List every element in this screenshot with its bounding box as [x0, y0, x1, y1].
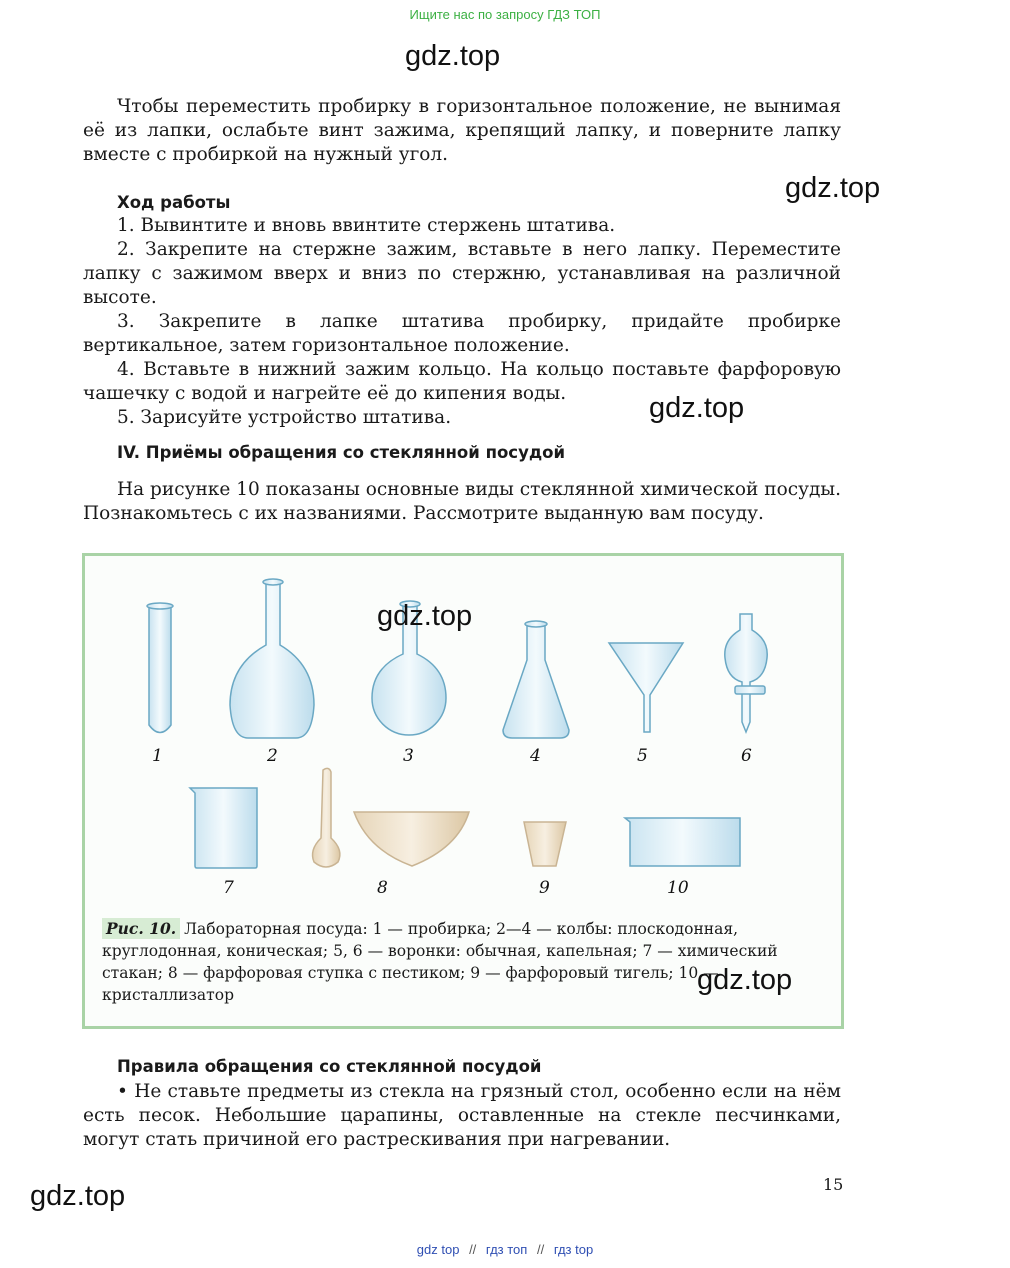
- rules-paragraph: • Не ставьте предметы из стекла на грязный стол, особенно если на нём есть песок. Небольшие царапины, оставленные на стекле песчинками, могут стать причиной его растрескивания при нагревании.: [83, 1081, 842, 1150]
- flat-bottom-flask: [230, 582, 314, 738]
- step-4: 4. Вставьте в нижний зажим кольцо. На кольцо поставьте фарфоровую чашечку с водой и нагрейте её до кипения воды.: [83, 359, 841, 404]
- section-heading: IV. Приёмы обращения со стеклянной посудой: [117, 443, 566, 462]
- top-banner[interactable]: Ищите нас по запросу ГДЗ ТОП: [409, 7, 601, 22]
- test-tube: [149, 606, 171, 733]
- bullet: •: [117, 1081, 128, 1102]
- watermark: gdz.top: [697, 964, 793, 996]
- footer-link[interactable]: гдз top: [553, 1242, 594, 1257]
- crystallizer: [625, 818, 740, 866]
- pestle: [313, 768, 340, 867]
- figure-label-4: 4: [530, 746, 541, 766]
- watermark: gdz.top: [30, 1180, 126, 1212]
- rules-heading: Правила обращения со стеклянной посудой: [117, 1057, 542, 1076]
- caption-text: Лабораторная посуда: 1 — пробирка; 2—4 — колбы: плоскодонная, круглодонная, коническая; 5, 6 — воронки: обычная, капельная; 7 — химический стакан; 8 — фарфоровая ступка с пестиком; 9 — фарфоровый тигель; 10 — кристаллизатор: [102, 920, 778, 1004]
- intro-paragraph: Чтобы переместить пробирку в горизонтальное положение, не вынимая её из лапки, ослабьте винт зажима, крепящий лапку, и поверните лапку вместе с пробиркой на нужный угол.: [83, 96, 841, 165]
- figure-label-7: 7: [223, 878, 234, 898]
- figure-label-10: 10: [667, 878, 689, 898]
- watermark: gdz.top: [649, 392, 745, 424]
- footer-separator: //: [469, 1242, 477, 1257]
- figure-label-2: 2: [267, 746, 278, 766]
- dropping-funnel: [725, 614, 767, 732]
- beaker: [190, 788, 257, 868]
- footer-separator: //: [536, 1242, 545, 1257]
- figure-label-3: 3: [403, 746, 414, 766]
- mortar: [354, 812, 469, 866]
- conical-flask: [503, 624, 569, 738]
- figure-label-9: 9: [539, 878, 550, 898]
- figure-label-1: 1: [152, 746, 163, 766]
- watermark: gdz.top: [405, 40, 501, 72]
- watermark: gdz.top: [377, 600, 473, 632]
- step-2: 2. Закрепите на стержне зажим, вставьте в него лапку. Переместите лапку с зажимом вверх и вниз по стержню, устанавливая на различной высоте.: [83, 239, 841, 308]
- footer-link[interactable]: gdz top: [416, 1242, 460, 1257]
- footer-link[interactable]: гдз топ: [485, 1242, 528, 1257]
- step-1: 1. Вывинтите и вновь ввинтите стержень штатива.: [117, 215, 616, 236]
- section-paragraph: На рисунке 10 показаны основные виды стеклянной химической посуды. Познакомьтесь с их названиями. Рассмотрите выданную вам посуду.: [83, 479, 841, 524]
- funnel: [609, 643, 683, 732]
- step-3: 3. Закрепите в лапке штатива пробирку, придайте пробирке вертикальное, затем горизонтальное положение.: [83, 311, 841, 356]
- watermark: gdz.top: [785, 172, 881, 204]
- procedure-heading: Ход работы: [117, 193, 231, 212]
- step-5: 5. Зарисуйте устройство штатива.: [117, 407, 452, 428]
- figure-label-5: 5: [637, 746, 648, 766]
- figure-label-6: 6: [741, 746, 752, 766]
- crucible: [524, 822, 566, 866]
- page-number: 15: [823, 1175, 844, 1194]
- caption-tag: Рис. 10.: [102, 918, 180, 939]
- figure-label-8: 8: [377, 878, 388, 898]
- figure-caption: [102, 918, 792, 1006]
